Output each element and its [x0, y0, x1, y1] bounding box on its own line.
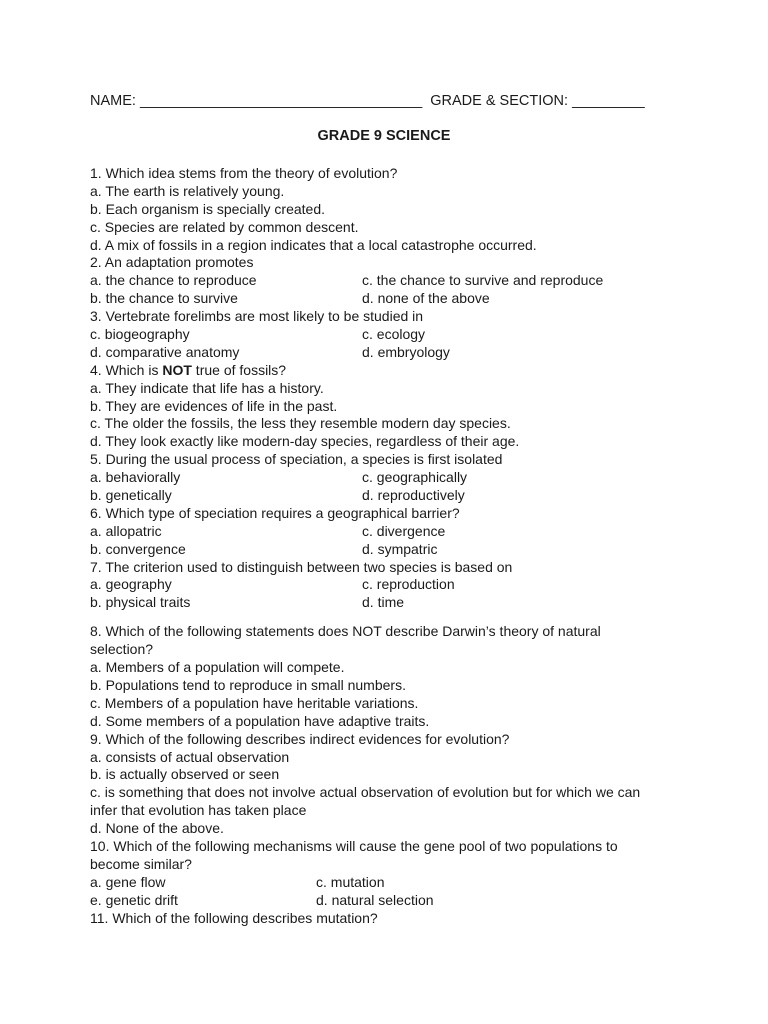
- q6-options-row-1: [90, 523, 650, 541]
- question-1: 1. Which idea stems from the theory of evolution?: [90, 165, 398, 181]
- question-4: [90, 362, 650, 380]
- q2-options-row-1: [90, 272, 650, 290]
- header-line: [90, 93, 690, 109]
- q1-option-d: d. A mix of fossils in a region indicates that a local catastrophe occurred.: [90, 236, 537, 253]
- q10-option-a: a. gene flow: [90, 873, 166, 890]
- q9-option-b: b. is actually observed or seen: [90, 766, 280, 783]
- q10-options-row-2: [90, 892, 650, 910]
- q5-options-row-2: [90, 487, 650, 505]
- q1-option-b: b. Each organism is specially created.: [90, 200, 325, 217]
- q8-option-a: a. Members of a population will compete.: [90, 659, 345, 676]
- question-6: 6. Which type of speciation requires a geographical barrier?: [90, 504, 460, 521]
- q4-option-c: c. The older the fossils, the less they resemble modern day species.: [90, 415, 511, 432]
- page-title: GRADE 9 SCIENCE: [317, 128, 451, 144]
- q3-options-row-2: [90, 344, 650, 362]
- q9-option-c: c. is something that does not involve actual observation of evolution but for which we can infer that evolution has taken place: [90, 784, 641, 819]
- section-gap: [90, 612, 650, 623]
- q3-option-3: d. comparative anatomy: [90, 343, 240, 360]
- q8-option-d: d. Some members of a population have adaptive traits.: [90, 712, 430, 729]
- grade-section-field-label: GRADE & SECTION: _________: [430, 93, 645, 109]
- q7-option-b: b. physical traits: [90, 594, 191, 611]
- question-8: 8. Which of the following statements does NOT describe Darwin’s theory of natural selection?: [90, 623, 601, 658]
- question-2: 2. An adaptation promotes: [90, 254, 254, 271]
- q3-option-2: c. ecology: [362, 326, 426, 343]
- q2-option-c: c. the chance to survive and reproduce: [362, 272, 604, 289]
- question-11: 11. Which of the following describes mutation?: [90, 909, 378, 926]
- question-10: 10. Which of the following mechanisms will cause the gene pool of two populations to become similar?: [90, 838, 618, 872]
- q2-option-d: d. none of the above: [362, 290, 490, 307]
- question-3: 3. Vertebrate forelimbs are most likely to be studied in: [90, 308, 424, 325]
- q3-option-4: d. embryology: [362, 343, 450, 360]
- name-field-label: NAME: ___________________________________: [90, 93, 423, 109]
- question-list: [90, 165, 650, 928]
- q5-option-d: d. reproductively: [362, 487, 465, 504]
- q9-option-d: d. None of the above.: [90, 820, 224, 837]
- q4-option-a: a. They indicate that life has a history.: [90, 379, 324, 396]
- q8-option-b: b. Populations tend to reproduce in small numbers.: [90, 676, 406, 693]
- q7-options-row-1: [90, 576, 650, 594]
- q1-option-c: c. Species are related by common descent.: [90, 218, 359, 235]
- q6-option-b: b. convergence: [90, 540, 186, 557]
- q5-option-c: c. geographically: [362, 469, 468, 486]
- q6-option-a: a. allopatric: [90, 522, 162, 539]
- q4-text-start: 4. Which is: [90, 361, 163, 378]
- q2-options-row-2: [90, 290, 650, 308]
- q5-option-a: a. behaviorally: [90, 469, 181, 486]
- q3-option-1: c. biogeography: [90, 326, 190, 343]
- q1-option-a: a. The earth is relatively young.: [90, 182, 285, 199]
- q10-option-d: d. natural selection: [316, 891, 434, 908]
- q5-options-row-1: [90, 469, 650, 487]
- q9-option-a: a. consists of actual observation: [90, 748, 290, 765]
- q7-options-row-2: [90, 594, 650, 612]
- q8-option-c: c. Members of a population have heritable variations.: [90, 694, 419, 711]
- q10-option-e: e. genetic drift: [90, 891, 178, 908]
- q10-options-row-1: [90, 874, 650, 892]
- question-5: 5. During the usual process of speciation, a species is first isolated: [90, 451, 503, 468]
- q6-option-c: c. divergence: [362, 522, 446, 539]
- q7-option-d: d. time: [362, 594, 405, 611]
- q10-option-c: c. mutation: [316, 873, 385, 890]
- q7-option-c: c. reproduction: [362, 576, 455, 593]
- q4-text-end: true of fossils?: [191, 361, 287, 378]
- q2-option-b: b. the chance to survive: [90, 290, 238, 307]
- q5-option-b: b. genetically: [90, 487, 172, 504]
- question-7: 7. The criterion used to distinguish between two species is based on: [90, 558, 513, 575]
- q4-option-b: b. They are evidences of life in the past.: [90, 397, 338, 414]
- q6-options-row-2: [90, 541, 650, 559]
- q6-option-d: d. sympatric: [362, 540, 438, 557]
- q7-option-a: a. geography: [90, 576, 172, 593]
- q2-option-a: a. the chance to reproduce: [90, 272, 257, 289]
- q4-option-d: d. They look exactly like modern-day species, regardless of their age.: [90, 433, 520, 450]
- q4-emphasis: NOT: [162, 361, 192, 378]
- question-9: 9. Which of the following describes indirect evidences for evolution?: [90, 730, 510, 747]
- q3-options-row-1: [90, 326, 650, 344]
